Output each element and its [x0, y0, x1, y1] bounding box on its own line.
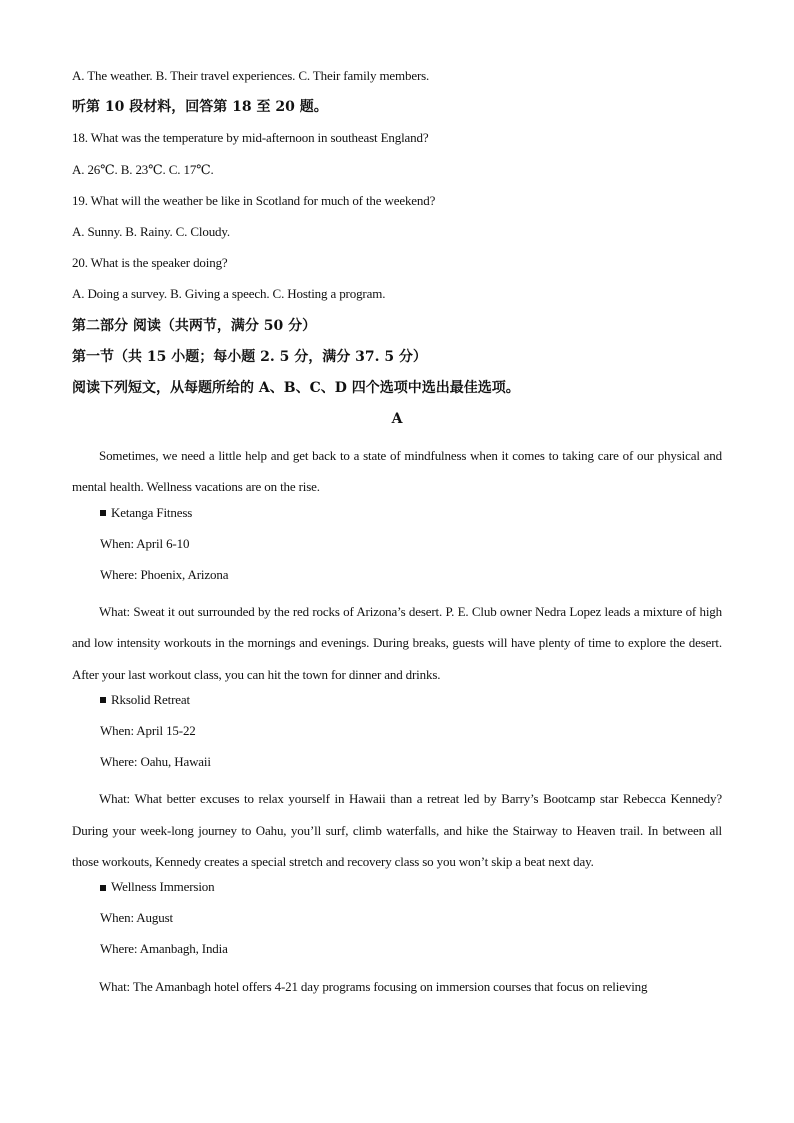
- retreat-name: Rksolid Retreat: [111, 691, 190, 707]
- section10-header: 听第 10 段材料，回答第 18 至 20 题。: [72, 99, 328, 116]
- exam-page: [72, 66, 722, 1002]
- section1-header: 第一节（共 15 小题；每小题 2. 5 分，满分 37. 5 分）: [72, 348, 427, 365]
- question-20: 20. What is the speaker doing?: [72, 255, 228, 271]
- retreat-what-text: What: What better excuses to relax yourself in Hawaii than a retreat led by Barry’s Bootcamp star Rebecca Kennedy? During your week-long journey to Oahu, you’ll surf, climb waterfalls, and hike the Stairway to Heaven trail. In between all those workouts, Kennedy creates a special stretch and recovery class so you won’t skip a beat next day.: [72, 791, 722, 869]
- retreat-what-text: What: The Amanbagh hotel offers 4-21 day programs focusing on immersion courses that focus on relieving: [99, 978, 648, 994]
- q17-options: A. The weather. B. Their travel experiences. C. Their family members.: [72, 68, 430, 83]
- retreat-1-title: [72, 503, 722, 534]
- square-bullet-icon: [100, 510, 106, 516]
- retreat-3-title: [72, 877, 722, 908]
- retreat-3-where: Where: Amanbagh, India: [100, 941, 228, 957]
- square-bullet-icon: [100, 697, 106, 703]
- retreat-1-where: Where: Phoenix, Arizona: [100, 567, 229, 583]
- intro-paragraph: [72, 440, 722, 502]
- retreat-name: Wellness Immersion: [111, 879, 215, 894]
- retreat-3-what: [72, 971, 722, 1002]
- reading-instruction: 阅读下列短文，从每题所给的 A、B、C、D 四个选项中选出最佳选项。: [72, 379, 520, 396]
- retreat-1-when: When: April 6-10: [100, 535, 190, 551]
- retreat-name: Ketanga Fitness: [111, 504, 193, 520]
- q18-options: A. 26℃. B. 23℃. C. 17℃.: [72, 161, 214, 177]
- part2-header: 第二部分 阅读（共两节，满分 50 分）: [72, 317, 317, 334]
- retreat-what-text: What: Sweat it out surrounded by the red rocks of Arizona’s desert. P. E. Club owner Nedra Lopez leads a mixture of high and low intensity workouts in the mornings and evenings. During breaks, guests will have plenty of time to explore the desert. After your last workout class, you can hit the town for dinner and drinks.: [72, 604, 722, 682]
- q20-options: A. Doing a survey. B. Giving a speech. C. Hosting a program.: [72, 286, 386, 302]
- square-bullet-icon: [100, 885, 106, 891]
- question-18: 18. What was the temperature by mid-afternoon in southeast England?: [72, 130, 429, 146]
- retreat-2-title: [72, 690, 722, 721]
- retreat-2-where: Where: Oahu, Hawaii: [100, 754, 211, 770]
- q19-options: A. Sunny. B. Rainy. C. Cloudy.: [72, 223, 231, 239]
- retreat-3-when: When: August: [100, 910, 173, 926]
- retreat-2-when: When: April 15-22: [100, 723, 196, 739]
- passage-label: A: [391, 411, 403, 428]
- question-19: 19. What will the weather be like in Scotland for much of the weekend?: [72, 192, 436, 208]
- retreat-2-what: [72, 783, 722, 877]
- retreat-1-what: [72, 596, 722, 690]
- intro-text: Sometimes, we need a little help and get back to a state of mindfulness when it comes to taking care of our physical and mental health. Wellness vacations are on the rise.: [72, 448, 722, 495]
